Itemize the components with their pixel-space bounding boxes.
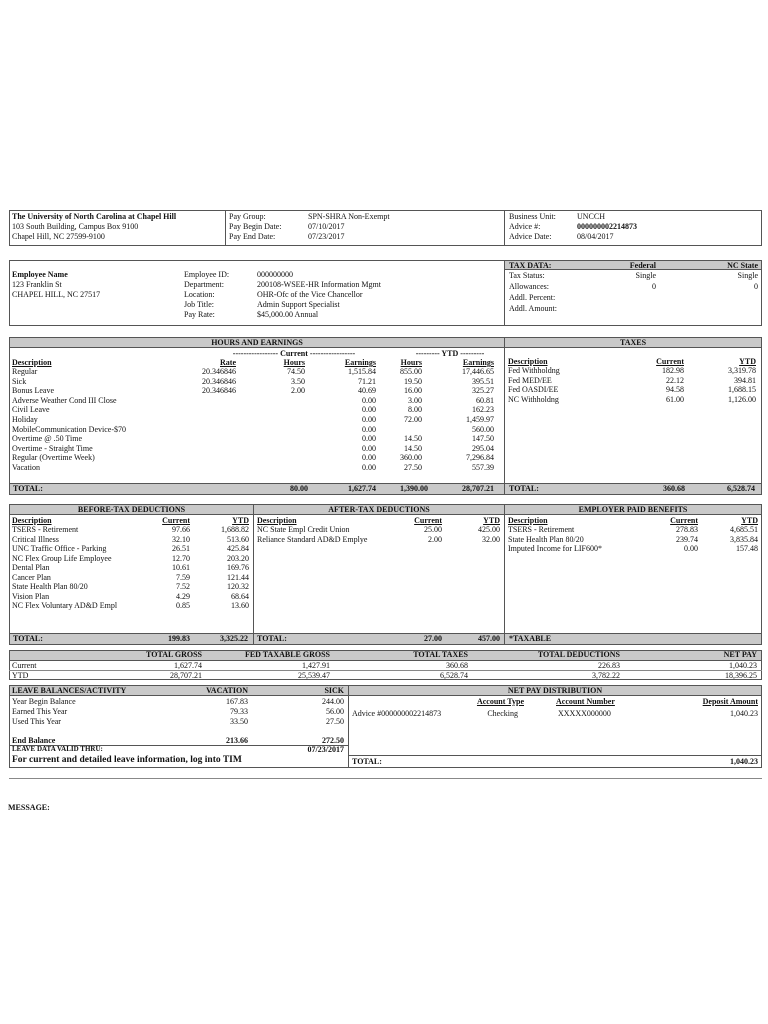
- tax-data-label: Tax Status:: [509, 271, 545, 280]
- before-tax-ytd: 425.84: [227, 544, 249, 553]
- earning-ytd-hours: 8.00: [408, 405, 422, 415]
- before-tax-current: 4.29: [176, 591, 190, 601]
- before-tax-description: Vision Plan: [12, 591, 50, 601]
- taxes-total-label: TOTAL:: [509, 484, 539, 493]
- advice-number-label: Advice #:: [509, 222, 541, 231]
- net-col-account-number: Account Number: [556, 697, 615, 706]
- net-pay-header: NET PAY: [723, 650, 757, 659]
- summary-value: 1,627.74: [174, 661, 202, 670]
- before-tax-ytd: 1,688.82: [221, 525, 249, 534]
- before-col-description: Description: [12, 516, 52, 525]
- tax-data-state-value: 0: [754, 282, 758, 291]
- earning-ytd-amount: 557.39: [472, 463, 494, 472]
- summary-value: 1,040.23: [729, 661, 757, 670]
- hours-total-ytd-hours: 1,390.00: [400, 484, 428, 493]
- leave-col-vacation: VACATION: [206, 686, 248, 695]
- tax-ytd: 394.81: [734, 375, 756, 385]
- hours-earnings-title: HOURS AND EARNINGS: [9, 337, 505, 348]
- business-unit: UNCCH: [577, 212, 606, 221]
- earning-description: Overtime @ .50 Time: [12, 434, 83, 444]
- leave-row-label: Year Begin Balance: [12, 697, 76, 706]
- earning-ytd-hours: 27.50: [404, 463, 422, 472]
- summary-value: 18,396.25: [725, 671, 757, 680]
- tax-data-label: Addl. Percent:: [509, 293, 556, 302]
- earning-current-hours: 74.50: [287, 367, 305, 376]
- earning-ytd-amount: 295.04: [472, 443, 494, 453]
- summary-row-label: YTD: [12, 671, 29, 680]
- total-gross-header: TOTAL GROSS: [146, 650, 202, 659]
- tax-data-federal-value: 0: [652, 282, 656, 291]
- hours-col-rate: Rate: [220, 358, 236, 367]
- before-tax-description: TSERS - Retirement: [12, 525, 79, 534]
- earning-ytd-hours: 19.50: [404, 376, 422, 386]
- tax-current: 61.00: [666, 394, 684, 404]
- after-total-label: TOTAL:: [257, 634, 287, 643]
- earning-ytd-hours: 14.50: [404, 443, 422, 453]
- earning-ytd-amount: 1,459.97: [466, 415, 494, 424]
- tax-current: 182.98: [662, 366, 684, 375]
- business-unit-label: Business Unit:: [509, 212, 556, 221]
- location-label: Location:: [184, 290, 215, 299]
- tax-description: NC Withholdng: [508, 394, 559, 404]
- earning-ytd-amount: 60.81: [476, 395, 494, 405]
- employee-address-1: 123 Franklin St: [12, 280, 62, 289]
- employer-title: EMPLOYER PAID BENEFITS: [504, 504, 762, 515]
- before-tax-description: NC Flex Group Life Employee: [12, 553, 112, 563]
- tax-current: 94.58: [666, 385, 684, 395]
- org-address-2: Chapel Hill, NC 27599-9100: [12, 232, 105, 241]
- before-tax-description: State Health Plan 80/20: [12, 582, 88, 591]
- earning-description: MobileCommunication Device-$70: [12, 424, 126, 434]
- advice-date-label: Advice Date:: [509, 232, 552, 241]
- summary-value: 3,782.22: [592, 671, 620, 680]
- earning-description: Adverse Weather Cond III Close: [12, 395, 117, 405]
- after-tax-description: NC State Empl Credit Union: [257, 525, 350, 534]
- after-tax-current: 25.00: [424, 525, 442, 534]
- pay-rate-label: Pay Rate:: [184, 310, 215, 319]
- before-tax-description: Cancer Plan: [12, 572, 51, 582]
- pay-end-date: 07/23/2017: [308, 232, 345, 241]
- before-tax-description: Critical Illness: [12, 534, 59, 544]
- pay-rate: $45,000.00 Annual: [257, 310, 319, 319]
- employer-ytd: 4,685.51: [730, 525, 758, 534]
- earning-current-amount: 0.00: [362, 434, 376, 444]
- leave-sick-value: 56.00: [326, 707, 344, 716]
- employee-name: Employee Name: [12, 270, 68, 279]
- earning-description: Bonus Leave: [12, 386, 54, 396]
- before-tax-ytd: 513.60: [227, 534, 249, 544]
- taxes-title: TAXES: [504, 337, 762, 348]
- earning-ytd-hours: 360.00: [400, 453, 422, 463]
- tax-description: Fed Withholdng: [508, 366, 560, 375]
- pay-group: SPN-SHRA Non-Exempt: [308, 212, 390, 221]
- earning-ytd-amount: 7,296.84: [466, 453, 494, 463]
- earning-ytd-amount: 162.23: [472, 405, 494, 415]
- tax-data-federal-value: Single: [635, 271, 656, 280]
- net-col-deposit-amount: Deposit Amount: [702, 697, 758, 706]
- earning-description: Vacation: [12, 463, 40, 472]
- before-tax-ytd: 13.60: [231, 601, 249, 610]
- after-col-description: Description: [257, 516, 297, 525]
- employee-id-label: Employee ID:: [184, 270, 230, 279]
- before-tax-current: 0.85: [176, 601, 190, 610]
- net-deposit-amount: 1,040.23: [730, 709, 758, 718]
- message-label: MESSAGE:: [8, 803, 50, 812]
- employer-col-ytd: YTD: [741, 516, 758, 525]
- earning-current-amount: 0.00: [362, 443, 376, 453]
- earning-description: Regular: [12, 367, 38, 376]
- before-total-bar: [9, 633, 254, 645]
- employer-taxable-bar: [504, 633, 762, 645]
- current-banner: ----------------- Current -----------------: [232, 349, 356, 358]
- employer-current: 278.83: [676, 525, 698, 534]
- earning-description: Civil Leave: [12, 405, 50, 415]
- hours-total-current-hours: 80.00: [290, 484, 308, 493]
- earning-ytd-amount: 17,446.65: [462, 367, 494, 376]
- earning-current-amount: 71.21: [358, 376, 376, 386]
- summary-value: 25,539.47: [298, 671, 330, 680]
- job-title-label: Job Title:: [184, 300, 215, 309]
- department: 200108-WSEE-HR Information Mgmt: [257, 280, 381, 289]
- after-tax-title: AFTER-TAX DEDUCTIONS: [253, 504, 505, 515]
- leave-col-sick: SICK: [324, 686, 344, 695]
- employer-description: Imputed Income for LIF600*: [508, 544, 602, 553]
- before-tax-current: 10.61: [172, 563, 190, 572]
- before-tax-current: 12.70: [172, 553, 190, 563]
- tax-description: Fed MED/EE: [508, 375, 552, 385]
- after-total-ytd: 457.00: [478, 634, 500, 643]
- before-tax-current: 7.59: [176, 572, 190, 582]
- net-col-account-type: Account Type: [476, 697, 524, 706]
- before-total-label: TOTAL:: [13, 634, 43, 643]
- department-label: Department:: [184, 280, 224, 289]
- employer-description: State Health Plan 80/20: [508, 534, 584, 544]
- earning-description: Regular (Overtime Week): [12, 453, 95, 463]
- earning-current-hours: 3.50: [291, 376, 305, 386]
- earning-current-amount: 0.00: [362, 424, 376, 434]
- after-total-current: 27.00: [424, 634, 442, 643]
- before-tax-ytd: 120.32: [227, 582, 249, 591]
- earning-current-amount: 1,515.84: [348, 367, 376, 376]
- earning-current-amount: 0.00: [362, 463, 376, 472]
- tim-note: For current and detailed leave information, log into TIM: [12, 755, 242, 765]
- employer-current: 239.74: [676, 534, 698, 544]
- taxes-total-bar: [504, 483, 762, 495]
- leave-vacation-value: 167.83: [226, 697, 248, 706]
- employer-current: 0.00: [684, 544, 698, 553]
- pay-begin-label: Pay Begin Date:: [229, 222, 282, 231]
- leave-row-label: Earned This Year: [12, 707, 68, 716]
- net-total: 1,040.23: [730, 757, 758, 766]
- tax-ytd: 1,126.00: [728, 394, 756, 404]
- hours-total-ytd-earnings: 28,707.21: [462, 484, 494, 493]
- summary-value: 1,427.91: [302, 661, 330, 670]
- employee-address-2: CHAPEL HILL, NC 27517: [12, 290, 101, 299]
- tax-ytd: 3,319.78: [728, 366, 756, 375]
- before-total-current: 199.83: [168, 634, 190, 643]
- summary-row-label: Current: [12, 661, 37, 670]
- employer-ytd: 157.48: [736, 544, 758, 553]
- earning-current-amount: 0.00: [362, 453, 376, 463]
- earning-ytd-amount: 560.00: [472, 424, 494, 434]
- earning-current-amount: 0.00: [362, 405, 376, 415]
- earning-rate: 20.346846: [202, 367, 236, 376]
- summary-value: 360.68: [446, 661, 468, 670]
- earning-current-amount: 0.00: [362, 415, 376, 424]
- leave-vacation-value: 79.33: [230, 707, 248, 716]
- pay-begin-date: 07/10/2017: [308, 222, 345, 231]
- employer-col-current: Current: [670, 516, 698, 525]
- before-tax-ytd: 203.20: [227, 553, 249, 563]
- hours-col-earnings: Earnings: [344, 358, 376, 367]
- before-tax-ytd: 169.76: [227, 563, 249, 572]
- taxes-total-ytd: 6,528.74: [727, 484, 755, 493]
- earning-description: Overtime - Straight Time: [12, 443, 93, 453]
- earning-rate: 20.346846: [202, 386, 236, 396]
- taxes-col-current: Current: [656, 357, 684, 366]
- total-deductions-header: TOTAL DEDUCTIONS: [537, 650, 620, 659]
- pay-end-label: Pay End Date:: [229, 232, 276, 241]
- earning-ytd-hours: 3.00: [408, 395, 422, 405]
- net-account-type: Checking: [487, 709, 518, 718]
- earning-description: Sick: [12, 376, 27, 386]
- summary-value: 6,528.74: [440, 671, 468, 680]
- total-taxes-header: TOTAL TAXES: [413, 650, 468, 659]
- after-col-current: Current: [414, 516, 442, 525]
- advice-date: 08/04/2017: [577, 232, 614, 241]
- ytd-banner: --------- YTD ---------: [415, 349, 485, 358]
- org-address-1: 103 South Building, Campus Box 9100: [12, 222, 139, 231]
- summary-value: 226.83: [598, 661, 620, 670]
- hours-col-hours: Hours: [283, 358, 305, 367]
- end-balance-vacation: 213.66: [226, 736, 248, 745]
- tax-data-title: TAX DATA:: [509, 261, 552, 270]
- earning-current-hours: 2.00: [291, 386, 305, 396]
- tax-data-label: Allowances:: [509, 282, 549, 291]
- before-col-current: Current: [162, 516, 190, 525]
- earning-ytd-amount: 147.50: [472, 434, 494, 444]
- earning-ytd-amount: 395.51: [472, 376, 494, 386]
- before-tax-ytd: 68.64: [231, 591, 249, 601]
- net-advice: Advice #000000002214873: [352, 709, 442, 718]
- after-tax-ytd: 425.00: [478, 525, 500, 534]
- net-total-label: TOTAL:: [352, 757, 382, 766]
- tax-data-federal: Federal: [629, 261, 656, 270]
- earning-ytd-hours: 16.00: [404, 386, 422, 396]
- tax-data-state-value: Single: [737, 271, 758, 280]
- taxes-total-current: 360.68: [663, 484, 685, 493]
- pay-group-label: Pay Group:: [229, 212, 266, 221]
- leave-row-label: Used This Year: [12, 717, 61, 726]
- employee-id: 000000000: [257, 270, 293, 279]
- before-col-ytd: YTD: [232, 516, 249, 525]
- leave-vacation-value: 33.50: [230, 717, 248, 726]
- taxable-note: *TAXABLE: [509, 634, 552, 643]
- leave-valid-label: LEAVE DATA VALID THRU:: [12, 745, 103, 753]
- end-balance-sick: 272.50: [322, 736, 344, 745]
- end-balance-label: End Balance: [12, 736, 56, 745]
- after-tax-current: 2.00: [428, 534, 442, 544]
- leave-sick-value: 244.00: [322, 697, 344, 706]
- before-tax-ytd: 121.44: [227, 572, 249, 582]
- hours-total-current-earnings: 1,627.74: [348, 484, 376, 493]
- leave-title: LEAVE BALANCES/ACTIVITY: [12, 686, 127, 695]
- hours-col-ytd-hours: Hours: [400, 358, 422, 367]
- tax-description: Fed OASDI/EE: [508, 385, 559, 395]
- before-tax-title: BEFORE-TAX DEDUCTIONS: [9, 504, 254, 515]
- org-name: The University of North Carolina at Chapel Hill: [12, 212, 177, 221]
- before-total-ytd: 3,325.22: [220, 634, 248, 643]
- hours-total-bar: [9, 483, 505, 495]
- summary-value: 28,707.21: [170, 671, 202, 680]
- fed-taxable-gross-header: FED TAXABLE GROSS: [244, 650, 330, 659]
- tax-data-state: NC State: [727, 261, 758, 270]
- before-tax-current: 97.66: [172, 525, 190, 534]
- after-total-bar: [253, 633, 505, 645]
- after-tax-description: Reliance Standard AD&D Emplye: [257, 534, 368, 544]
- net-pay-title: NET PAY DISTRIBUTION: [348, 685, 762, 696]
- leave-valid-date: 07/23/2017: [307, 745, 344, 754]
- after-tax-ytd: 32.00: [482, 534, 500, 544]
- hours-col-description: Description: [12, 358, 52, 367]
- tax-ytd: 1,688.15: [728, 385, 756, 395]
- tax-current: 22.12: [666, 375, 684, 385]
- tax-data-label: Addl. Amount:: [509, 304, 558, 313]
- employer-col-description: Description: [508, 516, 548, 525]
- advice-number: 000000002214873: [577, 222, 637, 231]
- earning-ytd-hours: 14.50: [404, 434, 422, 444]
- before-tax-description: NC Flex Voluntary AD&D Empl: [12, 601, 118, 610]
- before-tax-current: 32.10: [172, 534, 190, 544]
- job-title: Admin Support Specialist: [257, 300, 340, 309]
- taxes-col-ytd: YTD: [739, 357, 756, 366]
- leave-sick-value: 27.50: [326, 717, 344, 726]
- earning-ytd-amount: 325.27: [472, 386, 494, 396]
- net-account-number: XXXXX000000: [558, 709, 611, 718]
- earning-current-amount: 40.69: [358, 386, 376, 396]
- after-col-ytd: YTD: [483, 516, 500, 525]
- before-tax-current: 26.51: [172, 544, 190, 553]
- before-tax-current: 7.52: [176, 582, 190, 591]
- employer-ytd: 3,835.84: [730, 534, 758, 544]
- hours-total-label: TOTAL:: [13, 484, 43, 493]
- earning-description: Holiday: [12, 415, 38, 424]
- location: OHR-Ofc of the Vice Chancellor: [257, 290, 363, 299]
- earning-ytd-hours: 72.00: [404, 415, 422, 424]
- earning-rate: 20.346846: [202, 376, 236, 386]
- employer-description: TSERS - Retirement: [508, 525, 575, 534]
- earning-ytd-hours: 855.00: [400, 367, 422, 376]
- before-tax-description: Dental Plan: [12, 563, 50, 572]
- hours-col-ytd-earnings: Earnings: [462, 358, 494, 367]
- taxes-col-description: Description: [508, 357, 548, 366]
- before-tax-description: UNC Traffic Office - Parking: [12, 544, 107, 553]
- earning-current-amount: 0.00: [362, 395, 376, 405]
